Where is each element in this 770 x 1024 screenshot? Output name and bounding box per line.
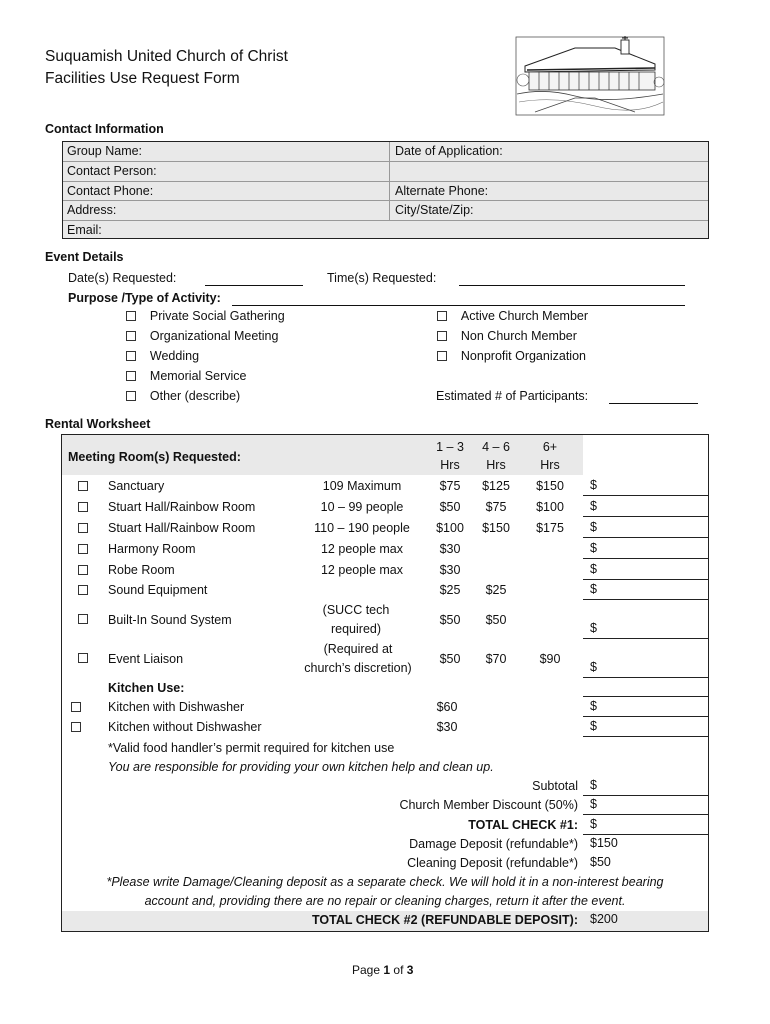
- room-capacity: required): [330, 622, 382, 636]
- checkbox[interactable]: [126, 311, 136, 321]
- checkbox[interactable]: [78, 585, 88, 595]
- cleaning-deposit-amount: $50: [590, 855, 611, 869]
- type-label: Organizational Meeting: [149, 329, 279, 343]
- total-check-2-label: TOTAL CHECK #2 (REFUNDABLE DEPOSIT):: [312, 913, 578, 927]
- contact-person-field[interactable]: Contact Person:: [67, 164, 157, 178]
- page-total: 3: [406, 963, 414, 977]
- room-capacity: 110 – 190 people: [314, 521, 410, 535]
- membership-label: Nonprofit Organization: [460, 349, 586, 363]
- price: $75: [485, 500, 507, 514]
- room-name: Stuart Hall/Rainbow Room: [108, 500, 256, 514]
- checkbox[interactable]: [78, 481, 88, 491]
- type-option[interactable]: [126, 368, 246, 384]
- date-of-application-field[interactable]: Date of Application:: [395, 144, 503, 158]
- checkbox[interactable]: [71, 722, 81, 732]
- alternate-phone-field[interactable]: Alternate Phone:: [395, 183, 489, 198]
- price: $30: [439, 542, 461, 556]
- form-title: Facilities Use Request Form: [45, 70, 240, 87]
- checkbox[interactable]: [78, 544, 88, 554]
- price: $25: [439, 583, 461, 597]
- amount-field[interactable]: $: [590, 582, 597, 596]
- participants-line[interactable]: [609, 403, 698, 404]
- checkbox[interactable]: [71, 702, 81, 712]
- type-label: Memorial Service: [149, 369, 247, 383]
- col-header: 6+: [542, 440, 558, 454]
- amount-field[interactable]: $: [590, 478, 597, 492]
- price: $125: [482, 479, 510, 493]
- checkbox[interactable]: [78, 653, 88, 663]
- amount-field[interactable]: $: [590, 541, 597, 555]
- type-option[interactable]: [126, 348, 199, 364]
- checkbox[interactable]: [78, 502, 88, 512]
- price: $70: [485, 652, 507, 666]
- rooms-heading: Meeting Room(s) Requested:: [68, 450, 241, 464]
- times-requested-label: Time(s) Requested:: [327, 271, 437, 285]
- amount-field[interactable]: $: [590, 699, 597, 713]
- membership-option[interactable]: [437, 328, 577, 344]
- price: $50: [439, 652, 461, 666]
- membership-option[interactable]: [437, 348, 586, 364]
- food-handler-note: *Valid food handler’s permit required for kitchen use: [108, 741, 395, 755]
- type-label: Private Social Gathering: [149, 309, 285, 323]
- total-check-2-amount: $200: [590, 912, 618, 926]
- contact-table: [62, 141, 709, 239]
- contact-heading: Contact Information: [45, 122, 164, 136]
- room-capacity: 12 people max: [320, 563, 403, 577]
- contact-row: [63, 161, 708, 182]
- contact-row: [63, 220, 708, 241]
- kitchen-option: Kitchen with Dishwasher: [108, 700, 245, 714]
- subtotal-label: Subtotal: [532, 779, 578, 793]
- checkbox[interactable]: [78, 614, 88, 624]
- total-check-1-field[interactable]: $: [590, 817, 597, 831]
- checkbox[interactable]: [437, 331, 447, 341]
- price: $150: [536, 479, 564, 493]
- price: $60: [436, 700, 458, 714]
- total-check-1-label: TOTAL CHECK #1:: [468, 818, 578, 832]
- type-option[interactable]: [126, 308, 285, 324]
- cleaning-deposit-label: Cleaning Deposit (refundable*): [407, 856, 578, 870]
- checkbox[interactable]: [78, 565, 88, 575]
- page-number: [352, 962, 413, 978]
- times-requested-line[interactable]: [459, 285, 685, 286]
- dates-requested-label: Date(s) Requested:: [68, 271, 177, 285]
- type-option[interactable]: [126, 388, 240, 404]
- checkbox[interactable]: [126, 331, 136, 341]
- discount-field[interactable]: $: [590, 797, 597, 811]
- discount-label: Church Member Discount (50%): [399, 798, 578, 812]
- membership-option[interactable]: [437, 308, 588, 324]
- rental-heading: Rental Worksheet: [45, 417, 151, 431]
- price: $175: [536, 521, 564, 535]
- page-of: of: [393, 963, 404, 977]
- room-capacity: 109 Maximum: [322, 479, 402, 493]
- deposit-note-2: account and, providing there are no repair or cleaning charges, return it after the event.: [144, 894, 626, 908]
- col-header: Hrs: [440, 458, 460, 472]
- membership-label: Non Church Member: [460, 329, 577, 343]
- contact-row: [63, 181, 708, 202]
- room-name: Robe Room: [108, 563, 175, 577]
- checkbox[interactable]: [78, 523, 88, 533]
- price: $50: [439, 613, 461, 627]
- price: $50: [485, 613, 507, 627]
- checkbox[interactable]: [126, 351, 136, 361]
- amount-field[interactable]: $: [590, 719, 597, 733]
- city-state-zip-field[interactable]: City/State/Zip:: [395, 203, 474, 217]
- damage-deposit-amount: $150: [590, 836, 618, 850]
- contact-row: [63, 142, 708, 162]
- col-header: Hrs: [540, 458, 560, 472]
- amount-field[interactable]: $: [590, 562, 597, 576]
- price: $30: [436, 720, 458, 734]
- room-capacity: (SUCC tech: [322, 603, 390, 617]
- dates-requested-line[interactable]: [205, 285, 303, 286]
- price: $25: [485, 583, 507, 597]
- room-name: Harmony Room: [108, 542, 196, 556]
- contact-row: [63, 200, 708, 221]
- email-field[interactable]: Email:: [67, 222, 102, 237]
- damage-deposit-label: Damage Deposit (refundable*): [409, 837, 578, 851]
- amount-field[interactable]: $: [590, 621, 597, 635]
- type-label: Other (describe): [149, 389, 241, 403]
- checkbox[interactable]: [437, 351, 447, 361]
- type-option[interactable]: [126, 328, 278, 344]
- price: $50: [439, 500, 461, 514]
- room-capacity: (Required at: [323, 642, 393, 656]
- church-drawing-logo: [515, 36, 665, 116]
- checkbox[interactable]: [437, 311, 447, 321]
- membership-label: Active Church Member: [460, 309, 589, 323]
- purpose-label: Purpose /Type of Activity:: [68, 291, 221, 305]
- subtotal-field[interactable]: $: [590, 778, 597, 792]
- event-heading: Event Details: [45, 250, 124, 264]
- participants-label: Estimated # of Participants:: [436, 389, 589, 403]
- price: $100: [536, 500, 564, 514]
- address-field[interactable]: Address:: [67, 203, 117, 217]
- price: $30: [439, 563, 461, 577]
- checkbox[interactable]: [126, 391, 136, 401]
- room-name: Event Liaison: [108, 652, 184, 666]
- kitchen-option: Kitchen without Dishwasher: [108, 720, 262, 734]
- kitchen-help-note: You are responsible for providing your own kitchen help and clean up.: [108, 760, 494, 774]
- room-name: Sound Equipment: [108, 583, 208, 597]
- page-prefix: Page: [352, 963, 381, 977]
- checkbox[interactable]: [126, 371, 136, 381]
- amount-field[interactable]: $: [590, 660, 597, 674]
- page-current: 1: [383, 963, 391, 977]
- purpose-line[interactable]: [232, 305, 685, 306]
- col-header: Hrs: [486, 458, 506, 472]
- type-label: Wedding: [149, 349, 200, 363]
- room-capacity: church’s discretion): [304, 661, 412, 675]
- room-capacity: 10 – 99 people: [320, 500, 404, 514]
- col-header: 1 – 3: [436, 440, 464, 454]
- col-header: 4 – 6: [482, 440, 510, 454]
- room-name: Sanctuary: [108, 479, 165, 493]
- room-name: Stuart Hall/Rainbow Room: [108, 521, 256, 535]
- price: $75: [439, 479, 461, 493]
- kitchen-heading: Kitchen Use:: [108, 681, 185, 695]
- price: $100: [436, 521, 464, 535]
- price: $150: [482, 521, 510, 535]
- room-name: Built-In Sound System: [108, 613, 232, 627]
- price: $90: [539, 652, 561, 666]
- group-name-field[interactable]: Group Name:: [67, 144, 143, 158]
- amount-field[interactable]: $: [590, 499, 597, 513]
- amount-field[interactable]: $: [590, 520, 597, 534]
- room-capacity: 12 people max: [320, 542, 403, 556]
- org-name: Suquamish United Church of Christ: [45, 48, 288, 65]
- deposit-note: *Please write Damage/Cleaning deposit as a separate check. We will hold it in a non-interest bearing: [106, 875, 664, 889]
- contact-phone-field[interactable]: Contact Phone:: [67, 183, 154, 198]
